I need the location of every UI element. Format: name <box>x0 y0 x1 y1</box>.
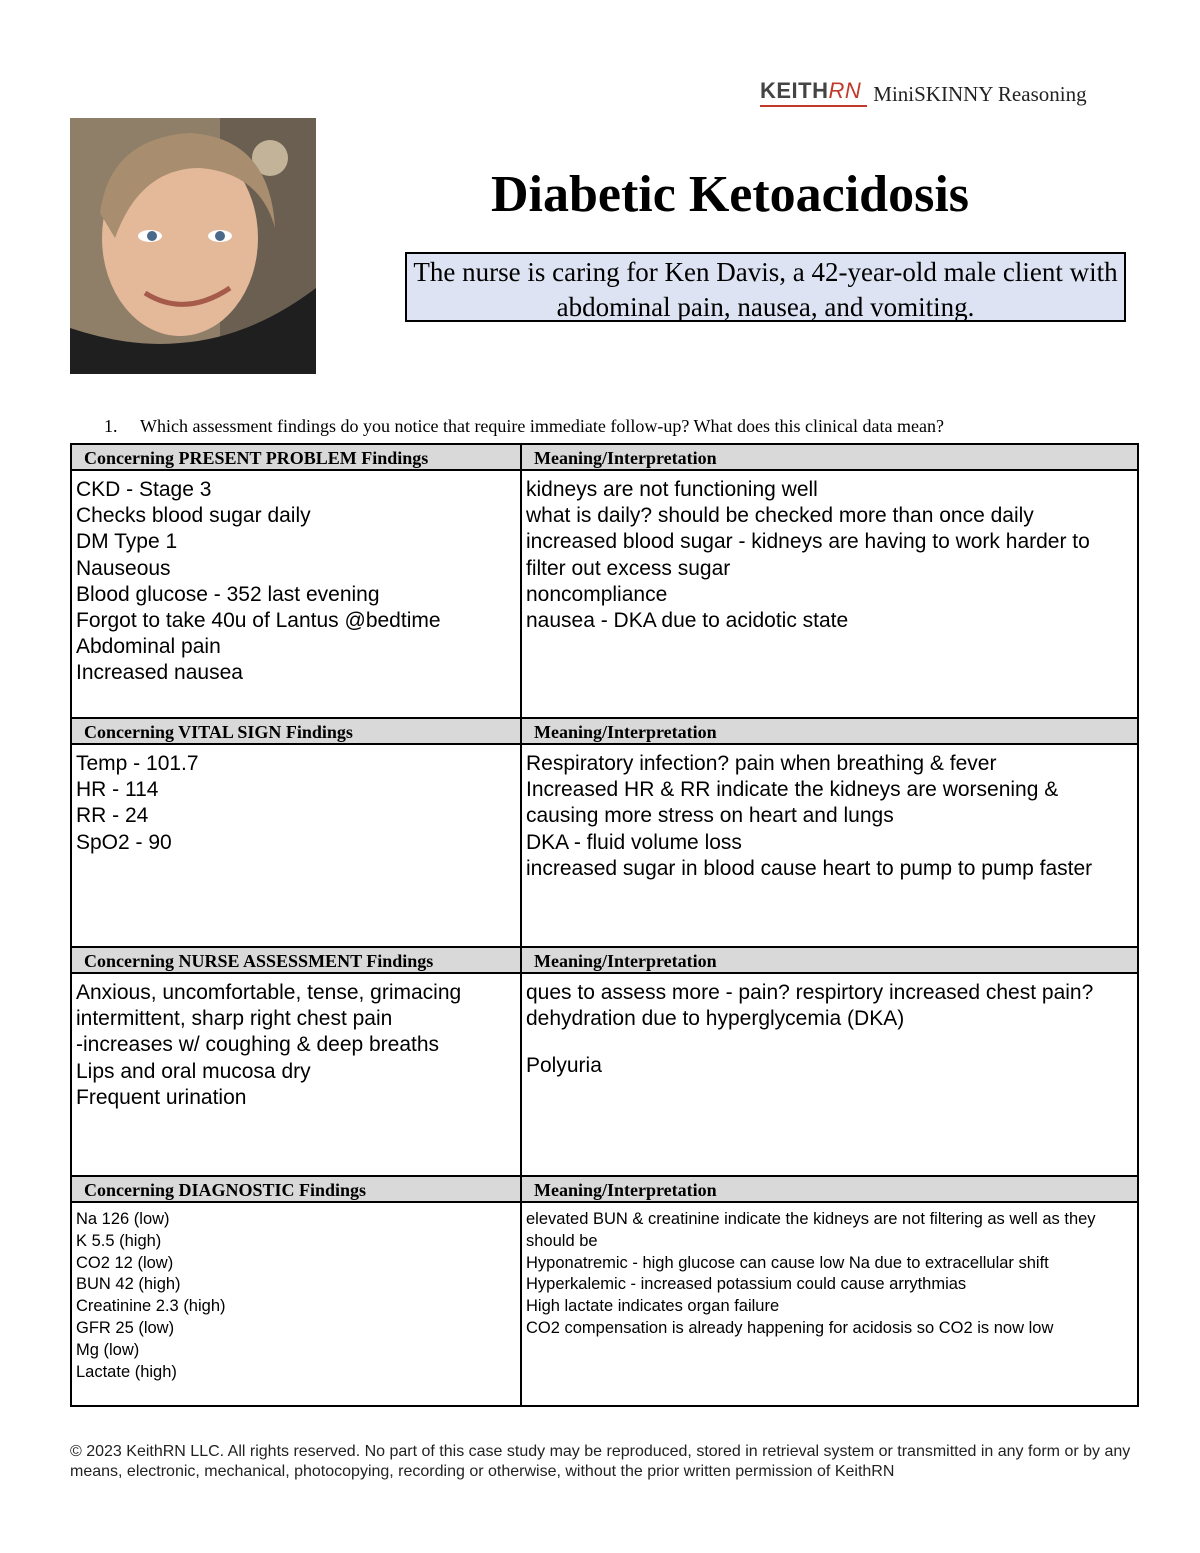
header-right: Meaning/Interpretation <box>522 1177 1137 1203</box>
header-left: Concerning NURSE ASSESSMENT Findings <box>72 948 522 974</box>
section-header-diagnostic <box>72 1175 1137 1203</box>
finding-line: Lips and oral mucosa dry <box>76 1059 311 1083</box>
finding-line: Frequent urination <box>76 1085 247 1109</box>
findings-table <box>70 443 1139 1407</box>
interpretation-line: DKA - fluid volume loss <box>526 830 742 854</box>
header-left: Concerning DIAGNOSTIC Findings <box>72 1177 522 1203</box>
copyright-footer: © 2023 KeithRN LLC. All rights reserved. No part of this case study may be reproduced, stored in retrieval system or transmitted in any form or by any means, electronic, mechanical, photocopying, recording or otherwise, without the prior written permission of KeithRN <box>70 1443 1131 1480</box>
interpretation-cell <box>522 1203 1137 1405</box>
finding-line: Forgot to take 40u of Lantus @bedtime <box>76 609 441 633</box>
finding-line: CO2 12 (low) <box>76 1253 174 1272</box>
question-number: 1. <box>104 416 118 436</box>
interpretation-line: Increased HR & RR indicate the kidneys are worsening & causing more stress on heart and lungs <box>526 778 1059 828</box>
client-portrait-image <box>70 118 316 374</box>
finding-line: Na 126 (low) <box>76 1210 170 1228</box>
section-header-nurse-assessment <box>72 946 1137 974</box>
finding-line: Checks blood sugar daily <box>76 504 311 528</box>
finding-line: intermittent, sharp right chest pain <box>76 1007 393 1031</box>
interpretation-line: kidneys are not functioning well <box>526 478 818 501</box>
interpretation-line: Hyperkalemic - increased potassium could cause arrythmias <box>526 1275 967 1294</box>
question-1 <box>104 416 944 437</box>
finding-line: Nauseous <box>76 556 171 580</box>
finding-line: BUN 42 (high) <box>76 1275 181 1294</box>
section-body-nurse-assessment <box>72 974 1137 1175</box>
finding-line: Anxious, uncomfortable, tense, grimacing <box>76 981 462 1004</box>
findings-cell <box>72 974 522 1175</box>
finding-line: Creatinine 2.3 (high) <box>76 1297 226 1316</box>
finding-line: DM Type 1 <box>76 530 178 554</box>
finding-line: Lactate (high) <box>76 1362 177 1381</box>
interpretation-line: noncompliance <box>526 582 668 606</box>
header-right: Meaning/Interpretation <box>522 445 1137 471</box>
keithrn-logo: KEITHRN <box>760 78 861 107</box>
section-header-vital-sign <box>72 717 1137 745</box>
header-right: Meaning/Interpretation <box>522 719 1137 745</box>
finding-line: -increases w/ coughing & deep breaths <box>76 1033 440 1057</box>
section-body-present-problem <box>72 471 1137 717</box>
findings-cell <box>72 1203 522 1405</box>
interpretation-line: ques to assess more - pain? respirtory increased chest pain? dehydration due to hyperglycemia (DKA) <box>526 981 1094 1031</box>
interpretation-cell <box>522 471 1137 717</box>
interpretation-line: CO2 compensation is already happening for acidosis so CO2 is now low <box>526 1318 1054 1337</box>
interpretation-cell <box>522 974 1137 1175</box>
interpretation-line: increased sugar in blood cause heart to pump to pump faster <box>526 856 1093 880</box>
question-text: Which assessment findings do you notice that require immediate follow-up? What does this clinical data mean? <box>140 416 944 436</box>
finding-line: Abdominal pain <box>76 635 221 659</box>
section-body-vital-sign <box>72 745 1137 946</box>
interpretation-line <box>526 1032 1133 1053</box>
header-left: Concerning PRESENT PROBLEM Findings <box>72 445 522 471</box>
finding-line: Temp - 101.7 <box>76 752 199 775</box>
scenario-box: The nurse is caring for Ken Davis, a 42-year-old male client with abdominal pain, nausea, and vomiting. <box>405 252 1126 322</box>
interpretation-line: Respiratory infection? pain when breathing & fever <box>526 752 997 775</box>
finding-line: HR - 114 <box>76 778 159 802</box>
interpretation-line: increased blood sugar - kidneys are having to work harder to filter out excess sugar <box>526 530 1090 580</box>
finding-line: SpO2 - 90 <box>76 830 172 854</box>
brand-header <box>760 78 1087 107</box>
finding-line: Mg (low) <box>76 1340 140 1359</box>
page-title: Diabetic Ketoacidosis <box>490 166 970 223</box>
interpretation-line: High lactate indicates organ failure <box>526 1297 780 1316</box>
findings-cell <box>72 745 522 946</box>
interpretation-line: elevated BUN & creatinine indicate the kidneys are not filtering as well as they should be <box>526 1210 1096 1250</box>
finding-line: CKD - Stage 3 <box>76 478 212 501</box>
interpretation-line: Hyponatremic - high glucose can cause low Na due to extracellular shift <box>526 1253 1049 1272</box>
finding-line: RR - 24 <box>76 804 149 828</box>
finding-line: K 5.5 (high) <box>76 1231 162 1250</box>
header-right: Meaning/Interpretation <box>522 948 1137 974</box>
brand-subtitle: MiniSKINNY Reasoning <box>873 82 1087 106</box>
interpretation-line: what is daily? should be checked more than once daily <box>526 504 1034 528</box>
interpretation-cell <box>522 745 1137 946</box>
findings-cell <box>72 471 522 717</box>
finding-line: Blood glucose - 352 last evening <box>76 582 380 606</box>
client-photo <box>70 118 316 374</box>
header-left: Concerning VITAL SIGN Findings <box>72 719 522 745</box>
interpretation-line: nausea - DKA due to acidotic state <box>526 609 849 633</box>
section-header-present-problem <box>72 445 1137 471</box>
interpretation-line: Polyuria <box>526 1054 602 1078</box>
finding-line: Increased nausea <box>76 661 243 685</box>
section-body-diagnostic <box>72 1203 1137 1405</box>
finding-line: GFR 25 (low) <box>76 1318 175 1337</box>
